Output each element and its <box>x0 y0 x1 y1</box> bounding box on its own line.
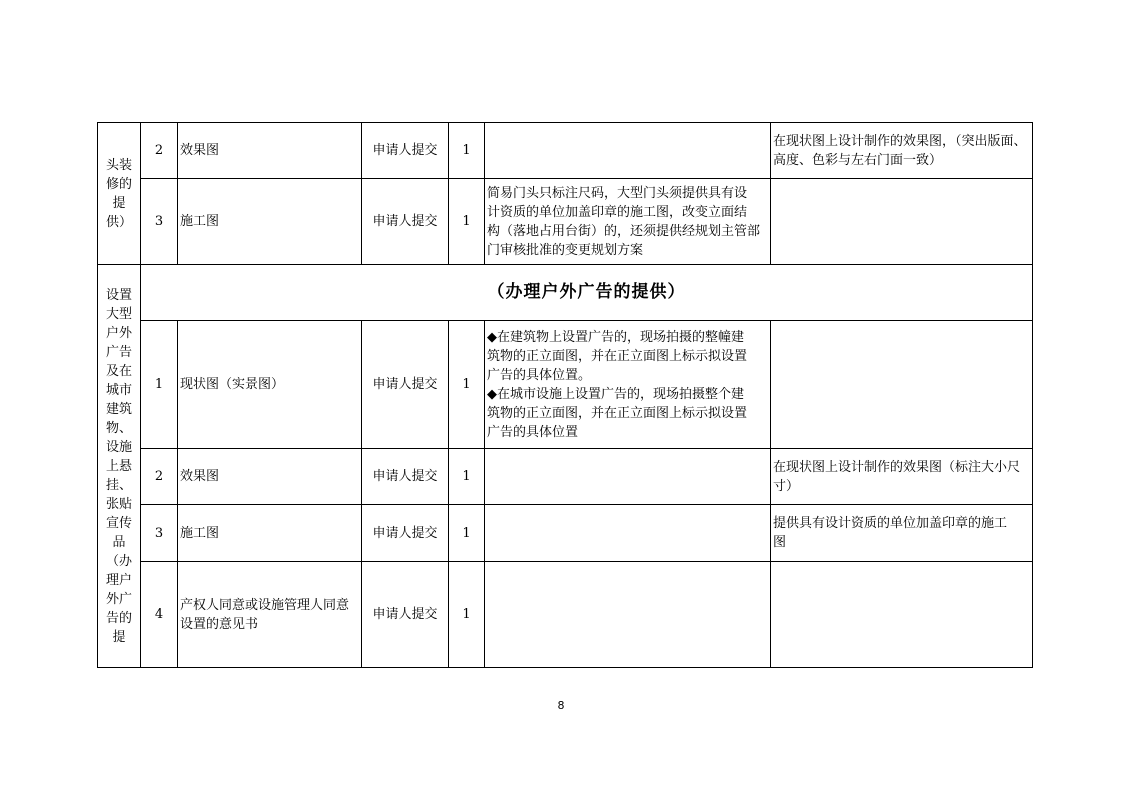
text-line: ◆在城市设施上设置广告的，现场拍摄整个建 <box>487 386 744 402</box>
text-line: 筑物的正立面图，并在正立面图上标示拟设置 <box>487 405 748 421</box>
material-requirement <box>485 562 771 668</box>
text-line: 外广 <box>105 591 132 607</box>
copy-count: 1 <box>449 123 485 179</box>
category-cell <box>98 265 141 668</box>
text-line: （办 <box>105 553 132 569</box>
table-row <box>98 505 1033 562</box>
text-line: 挂、 <box>105 477 132 493</box>
text-line: 提 <box>112 629 126 645</box>
table-row <box>98 321 1033 449</box>
table-row <box>98 179 1033 265</box>
text-line: 供） <box>105 214 132 230</box>
material-name: 效果图 <box>178 123 362 179</box>
copy-count: 1 <box>449 562 485 668</box>
item-number: 3 <box>141 179 178 265</box>
copy-count: 1 <box>449 321 485 449</box>
text-line: 设置 <box>105 287 132 303</box>
material-name: 产权人同意或设施管理人同意设置的意见书 <box>178 562 362 668</box>
text-line: 在现状图上设计制作的效果图（标注大小尺 <box>773 459 1021 475</box>
text-line: 高度、色彩与左右门面一致） <box>773 152 943 168</box>
text-line: 张贴 <box>105 496 132 512</box>
section-title: （办理户外广告的提供） <box>141 265 1033 321</box>
remark <box>771 123 1033 179</box>
submitter: 申请人提交 <box>362 449 449 505</box>
text-line: 计资质的单位加盖印章的施工图，改变立面结 <box>487 204 748 220</box>
text-line: 寸） <box>773 478 800 494</box>
text-line: 门审核批准的变更规划方案 <box>487 242 644 258</box>
submitter: 申请人提交 <box>362 179 449 265</box>
item-number: 2 <box>141 449 178 505</box>
text-line: 品 <box>112 534 126 550</box>
copy-count: 1 <box>449 449 485 505</box>
text-line: 告的 <box>105 610 132 626</box>
text-line: 广告的具体位置。 <box>487 367 592 383</box>
item-number: 3 <box>141 505 178 562</box>
text-line: 在现状图上设计制作的效果图，（突出版面、 <box>773 133 1027 149</box>
submitter: 申请人提交 <box>362 321 449 449</box>
category-text <box>98 156 140 232</box>
table-row <box>98 123 1033 179</box>
remark <box>771 449 1033 505</box>
remark <box>771 562 1033 668</box>
material-requirement <box>485 449 771 505</box>
text-line: 户外 <box>105 325 132 341</box>
materials-table <box>97 122 1033 668</box>
material-requirement <box>485 321 771 449</box>
material-requirement <box>485 505 771 562</box>
material-name: 施工图 <box>178 179 362 265</box>
text-line: 提 <box>112 195 126 211</box>
text-line: 筑物的正立面图，并在正立面图上标示拟设置 <box>487 348 748 364</box>
material-name: 施工图 <box>178 505 362 562</box>
material-requirement <box>485 123 771 179</box>
item-number: 1 <box>141 321 178 449</box>
item-number: 2 <box>141 123 178 179</box>
remark <box>771 505 1033 562</box>
text-line: 及在 <box>105 363 132 379</box>
text-line: 建筑 <box>105 401 132 417</box>
text-line: 提供具有设计资质的单位加盖印章的施工 <box>773 516 1008 531</box>
text-line: 构（落地占用台街）的，还须提供经规划主管部 <box>487 223 761 239</box>
item-number: 4 <box>141 562 178 668</box>
submitter: 申请人提交 <box>362 505 449 562</box>
text-line: 城市 <box>105 382 132 398</box>
submitter: 申请人提交 <box>362 562 449 668</box>
text-line: 设施 <box>105 439 132 455</box>
category-text <box>98 286 140 647</box>
text-line: 宣传 <box>105 515 132 531</box>
material-name: 效果图 <box>178 449 362 505</box>
submitter: 申请人提交 <box>362 123 449 179</box>
material-requirement <box>485 179 771 265</box>
table-row <box>98 449 1033 505</box>
table-row <box>98 265 1033 321</box>
text-line: 大型 <box>105 306 132 322</box>
category-cell <box>98 123 141 265</box>
text-line: 头装 <box>105 157 132 173</box>
table-row <box>98 562 1033 668</box>
copy-count: 1 <box>449 505 485 562</box>
remark <box>771 321 1033 449</box>
remark <box>771 179 1033 265</box>
copy-count: 1 <box>449 179 485 265</box>
text-line: 广告的具体位置 <box>487 424 579 440</box>
text-line: 广告 <box>105 344 132 360</box>
text-line: ◆在建筑物上设置广告的，现场拍摄的整幢建 <box>487 329 744 345</box>
text-line: 上悬 <box>105 458 132 474</box>
text-line: 物、 <box>105 420 132 436</box>
text-line: 修的 <box>105 176 132 192</box>
text-line: 简易门头只标注尺码，大型门头须提供具有设 <box>487 185 748 201</box>
text-line: 理户 <box>105 572 132 588</box>
material-name: 现状图（实景图） <box>178 321 362 449</box>
page-number: 8 <box>557 699 565 712</box>
text-line: 图 <box>773 535 787 550</box>
